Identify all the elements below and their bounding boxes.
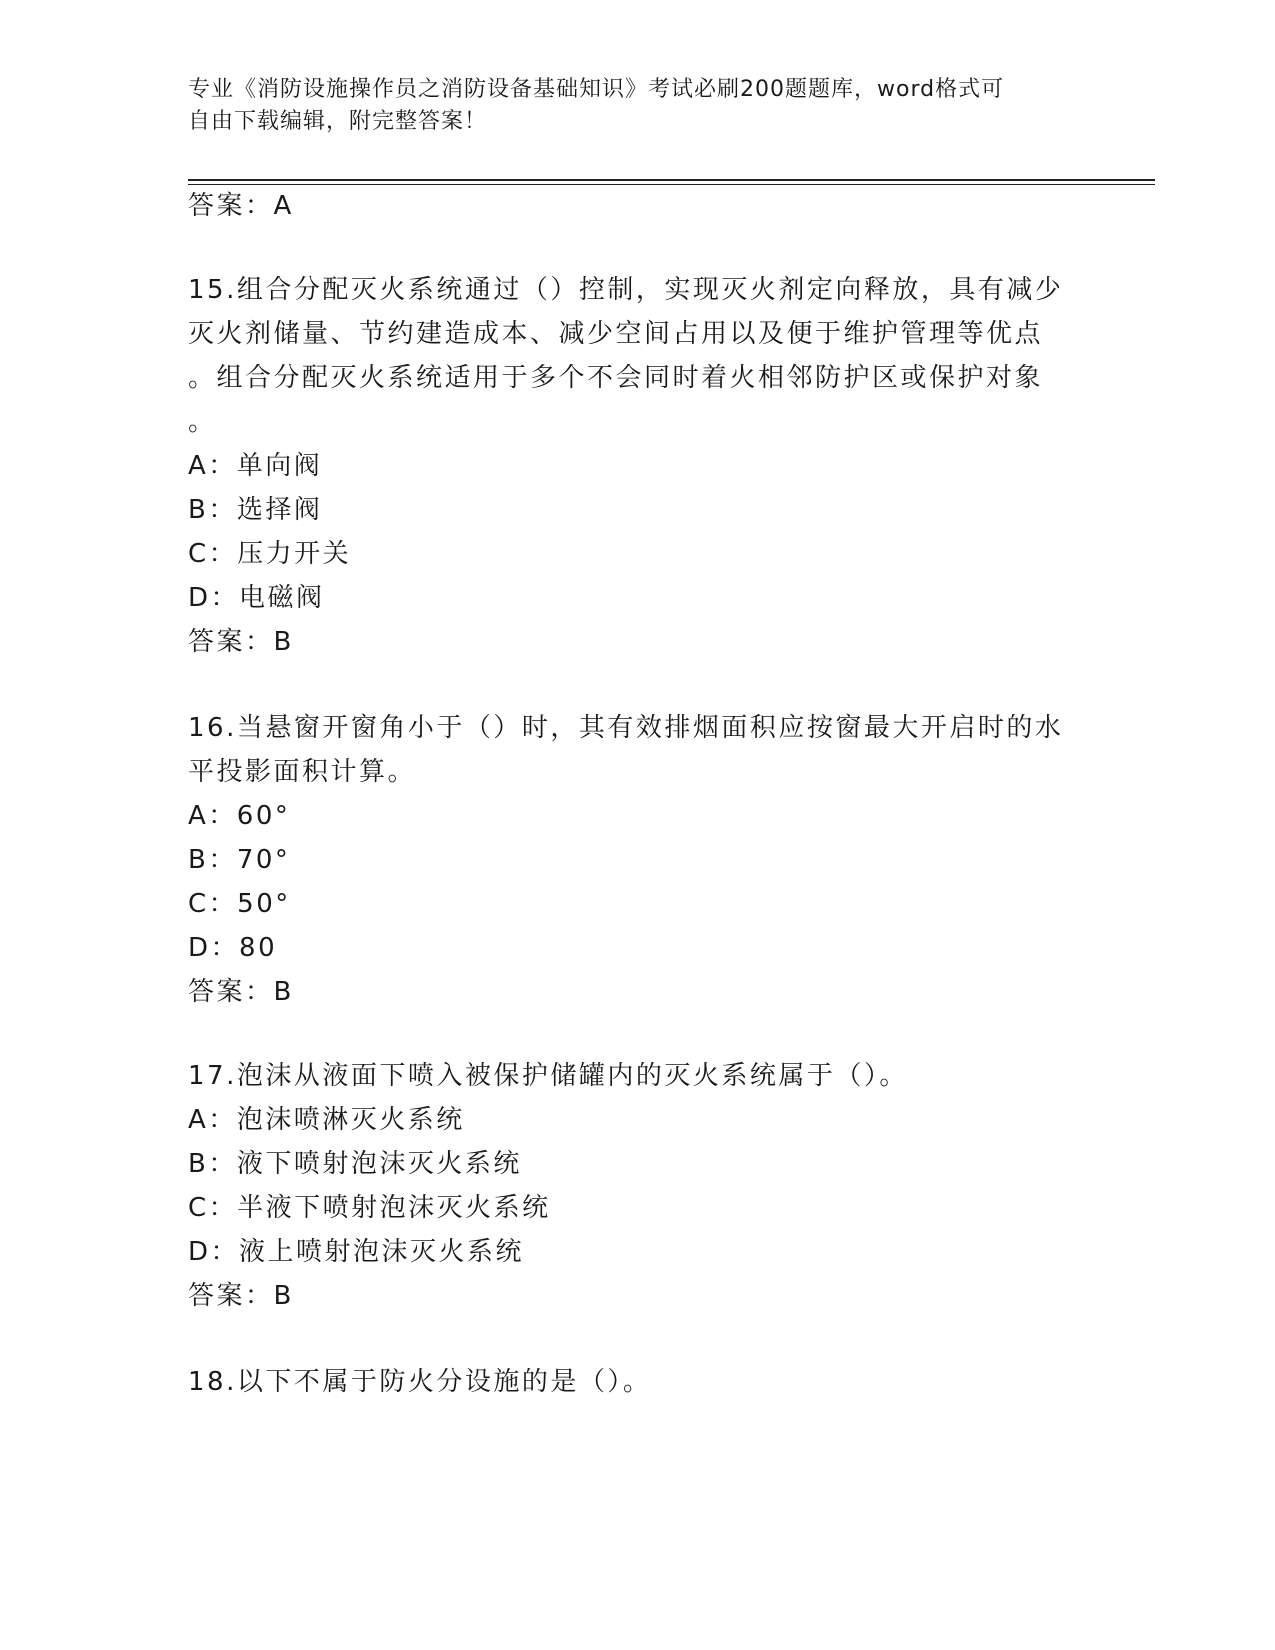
question-15-line-2: 灭火剂储量、节约建造成本、减少空间占用以及便于维护管理等优点	[188, 319, 1044, 349]
question-17-option-d: D：液上喷射泡沫灭火系统	[188, 1237, 525, 1267]
answer-line: 答案：A	[188, 191, 294, 221]
question-15-option-d: D：电磁阀	[188, 583, 325, 613]
question-16-answer: 答案：B	[188, 977, 294, 1007]
question-17-option-c: C：半液下喷射泡沫灭火系统	[188, 1193, 551, 1223]
header-line-1: 专业《消防设施操作员之消防设备基础知识》考试必刷200题题库，word格式可	[188, 77, 1005, 102]
question-15-answer: 答案：B	[188, 627, 294, 657]
question-17-answer: 答案：B	[188, 1281, 294, 1311]
question-16-line-2: 平投影面积计算。	[188, 757, 417, 787]
question-15-option-c: C：压力开关	[188, 539, 352, 569]
question-17-option-a: A：泡沫喷淋灭火系统	[188, 1105, 465, 1135]
header-rule-thin	[188, 184, 1155, 185]
question-15-line-3: 。组合分配灭火系统适用于多个不会同时着火相邻防护区或保护对象	[188, 363, 1044, 393]
header-rule-thick	[188, 179, 1155, 181]
header-line-2: 自由下载编辑，附完整答案！	[188, 109, 488, 134]
question-15-option-a: A：单向阀	[188, 451, 323, 481]
question-15-line-4: 。	[188, 407, 217, 437]
question-16-option-b: B：70°	[188, 845, 291, 875]
question-17-option-b: B：液下喷射泡沫灭火系统	[188, 1149, 522, 1179]
document-header	[188, 74, 1068, 138]
question-15-line-1: 15.组合分配灭火系统通过（）控制，实现灭火剂定向释放，具有减少	[188, 275, 1064, 305]
question-18-line-1: 18.以下不属于防火分设施的是（）。	[188, 1367, 652, 1397]
question-17-line-1: 17.泡沫从液面下喷入被保护储罐内的灭火系统属于（）。	[188, 1061, 908, 1091]
question-16-option-a: A：60°	[188, 801, 291, 831]
question-15-option-b: B：选择阀	[188, 495, 323, 525]
question-16-option-d: D：80	[188, 933, 278, 963]
question-16-line-1: 16.当悬窗开窗角小于（）时，其有效排烟面积应按窗最大开启时的水	[188, 713, 1064, 743]
question-16-option-c: C：50°	[188, 889, 291, 919]
